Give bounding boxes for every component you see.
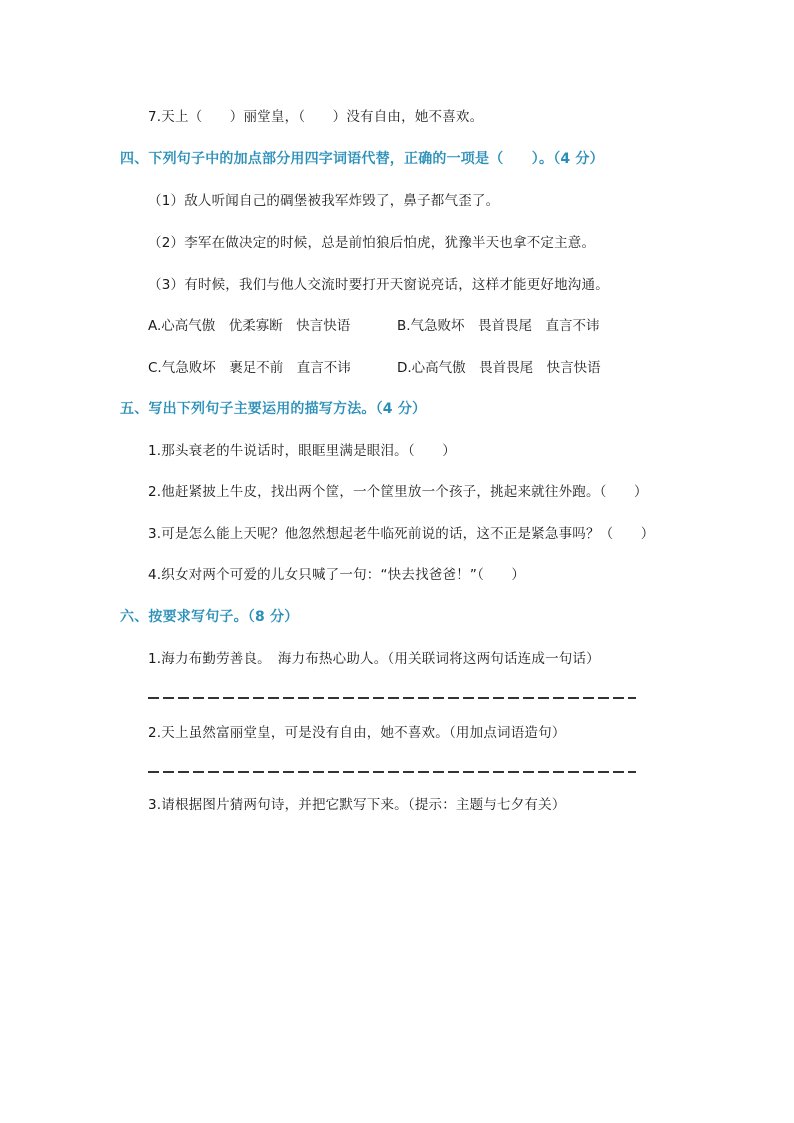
- section-5-item-1: 1.那头衰老的牛说话时，眼眶里满是眼泪。（ ）: [148, 443, 456, 459]
- section-6-item-3: 3.请根据图片猜两句诗，并把它默写下来。（提示：主题与七夕有关）: [148, 797, 566, 813]
- section-5-item-3: 3.可是怎么能上天呢？他忽然想起老牛临死前说的话，这不正是紧急事吗？（ ）: [148, 526, 655, 542]
- section-6-heading: 六、按要求写句子。（8 分）: [120, 609, 299, 625]
- section-4-item-2: （2）李军在做决定的时候，总是前怕狼后怕虎，犹豫半天也拿不定主意。: [148, 235, 596, 251]
- option-c: C.气急败坏 裹足不前 直言不讳: [148, 360, 351, 376]
- answer-line-2[interactable]: [148, 771, 636, 773]
- section-4-heading: 四、下列句子中的加点部分用四字词语代替，正确的一项是（ ）。（4 分）: [120, 151, 604, 167]
- question-7: 7.天上（ ）丽堂皇，（ ）没有自由，她不喜欢。: [148, 109, 484, 125]
- answer-line-1[interactable]: [148, 697, 636, 699]
- section-6-item-1: 1.海力布勤劳善良。 海力布热心助人。（用关联词将这两句话连成一句话）: [148, 651, 600, 667]
- option-d: D.心高气傲 畏首畏尾 快言快语: [397, 360, 601, 376]
- option-b: B.气急败坏 畏首畏尾 直言不讳: [397, 318, 600, 334]
- section-4-item-3: （3）有时候，我们与他人交流时要打开天窗说亮话，这样才能更好地沟通。: [148, 277, 609, 293]
- section-5-heading: 五、写出下列句子主要运用的描写方法。（4 分）: [120, 401, 427, 417]
- option-a: A.心高气傲 优柔寡断 快言快语: [148, 318, 351, 334]
- section-6-item-2: 2.天上虽然富丽堂皇，可是没有自由，她不喜欢。（用加点词语造句）: [148, 725, 566, 741]
- section-5-item-2: 2.他赶紧披上牛皮，找出两个筐，一个筐里放一个孩子，挑起来就往外跑。（ ）: [148, 484, 648, 500]
- section-4-item-1: （1）敌人听闻自己的碉堡被我军炸毁了，鼻子都气歪了。: [148, 193, 500, 209]
- section-5-item-4: 4.织女对两个可爱的儿女只喊了一句：“快去找爸爸！”（ ）: [148, 567, 526, 583]
